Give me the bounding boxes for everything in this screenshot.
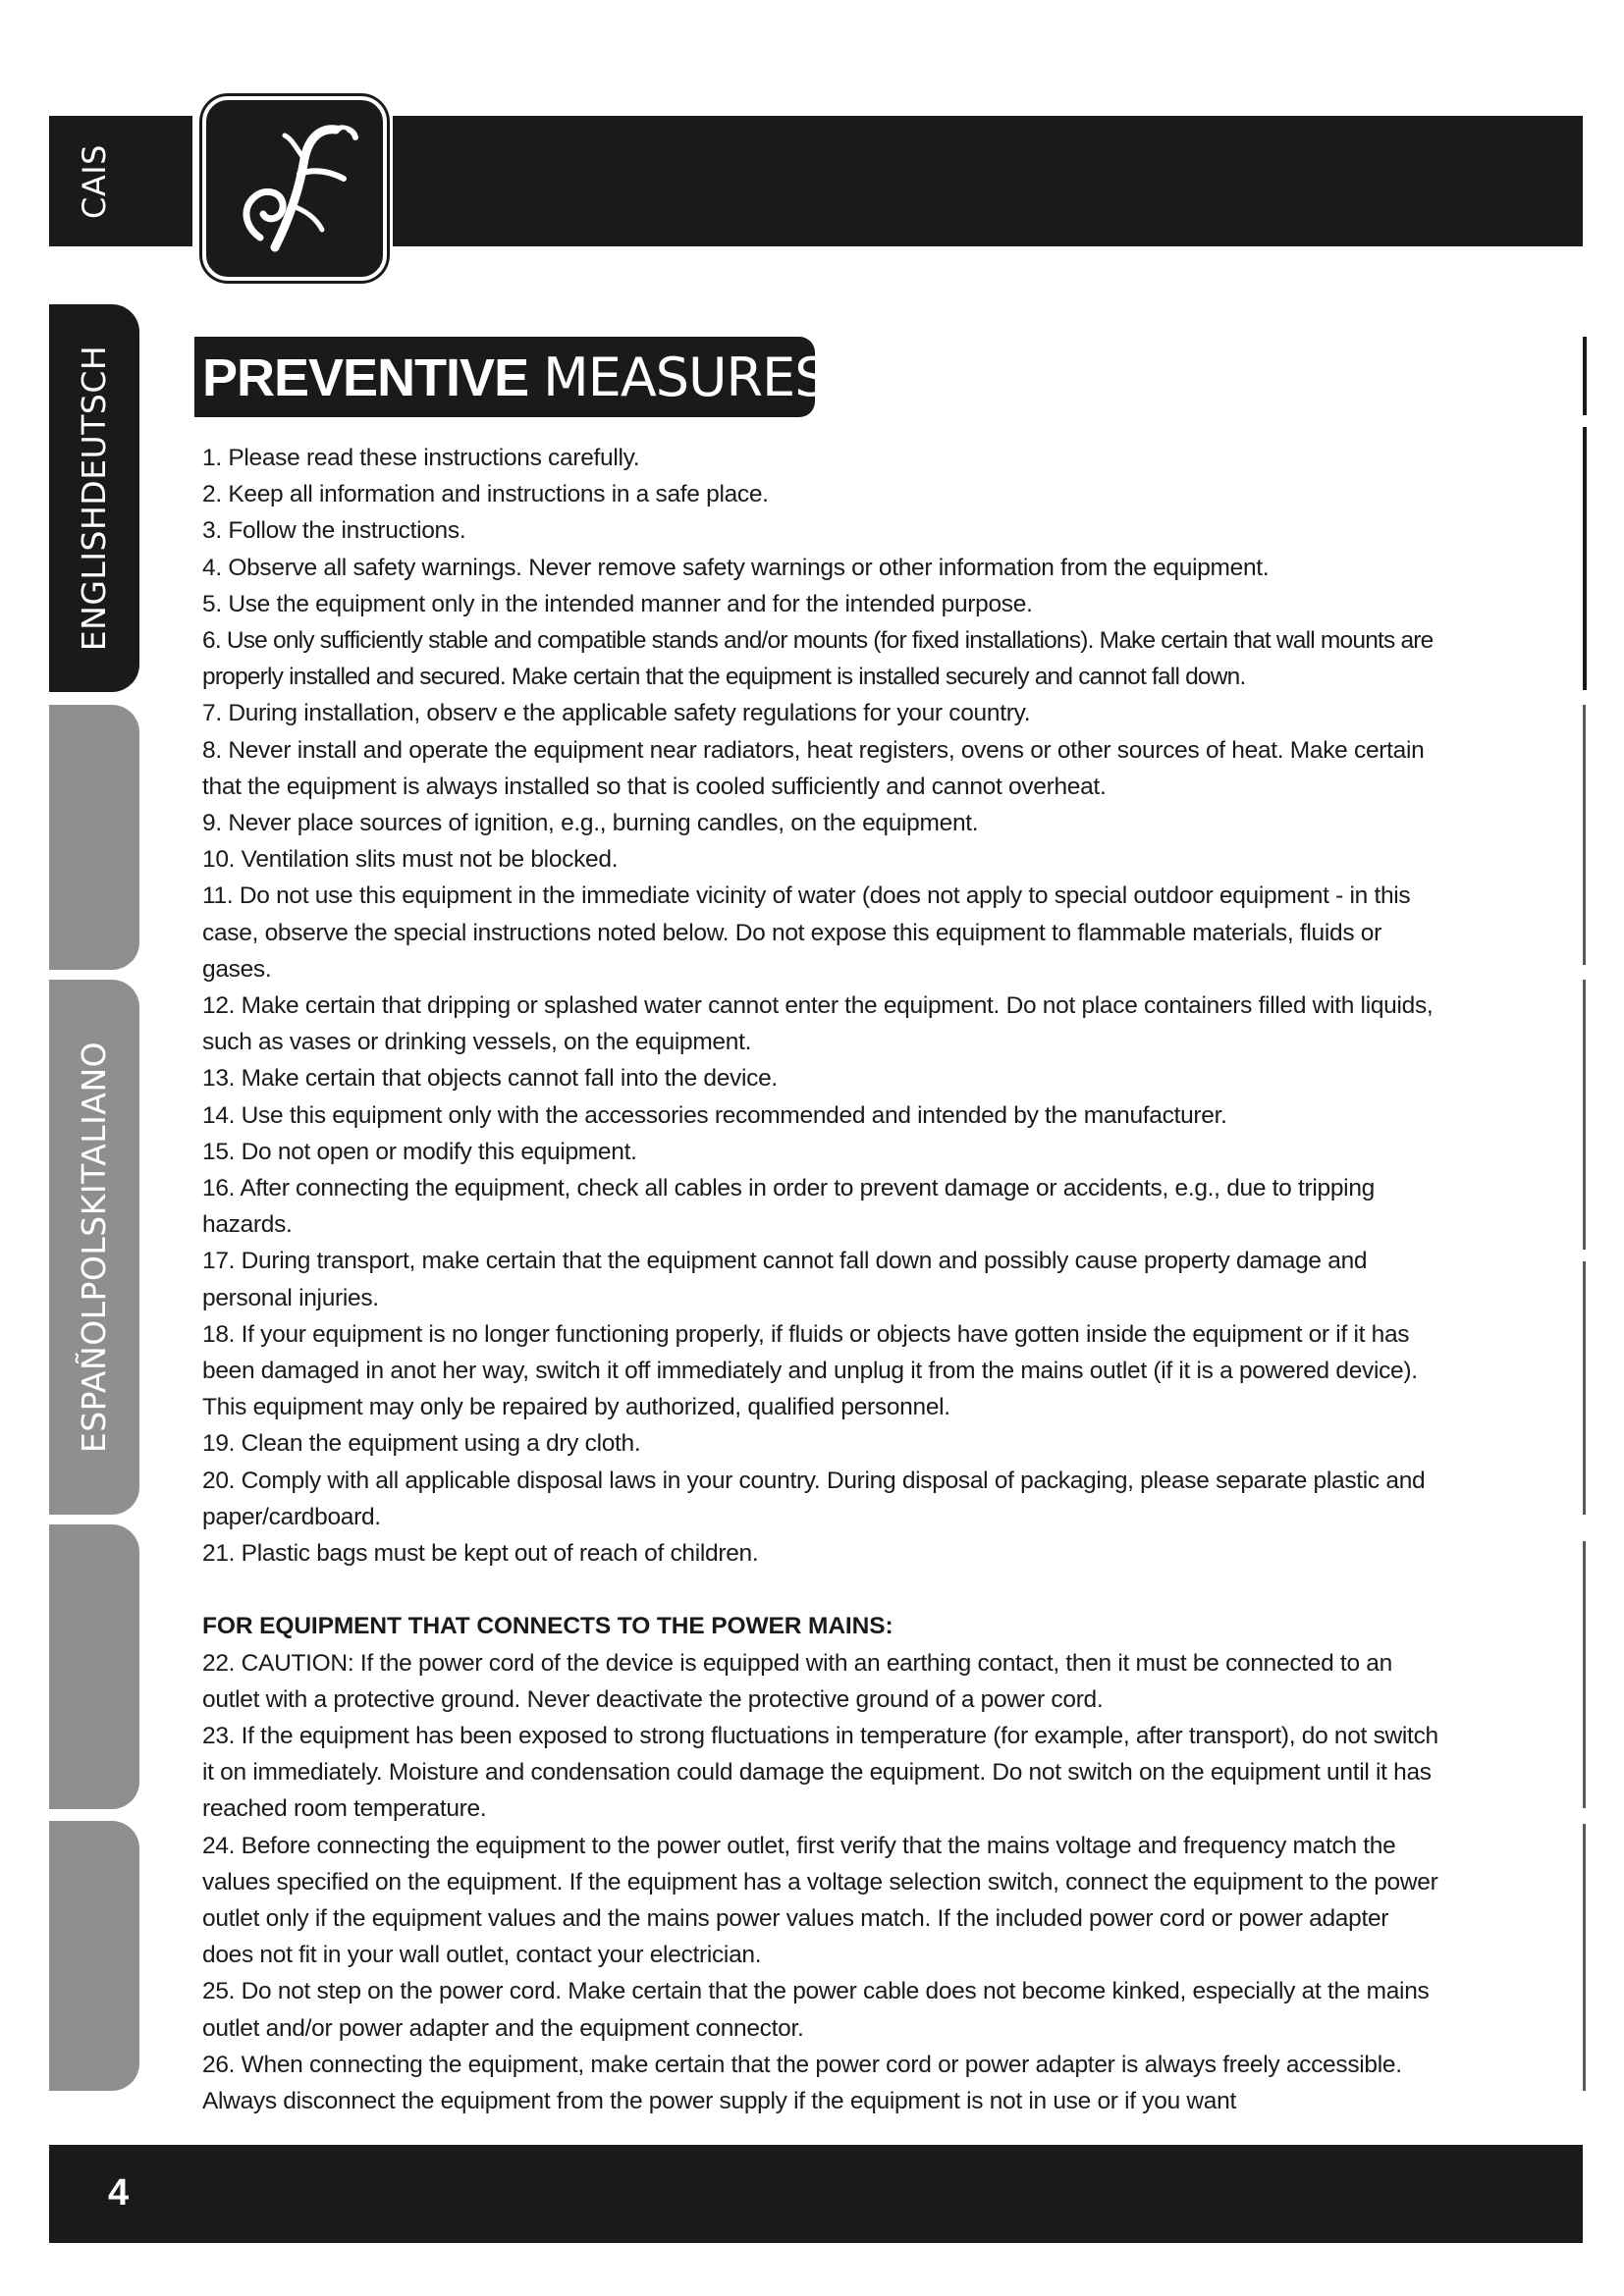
list-item: 12. Make certain that dripping or splashed water cannot enter the equipment. Do not place containers filled with liquids, such as vases or drinking vessels, on the equipment. xyxy=(202,992,1434,1056)
list-item: 22. CAUTION: If the power cord of the device is equipped with an earthing contact, then it must be connected to an outlet with a protective ground. Never deactivate the protective ground of a power cord. xyxy=(202,1649,1392,1713)
list-item: 9. Never place sources of ignition, e.g., burning candles, on the equipment. xyxy=(202,810,979,837)
tab-english-deutsch[interactable] xyxy=(49,304,139,692)
margin-rule xyxy=(1583,1824,1586,2091)
list-item: 23. If the equipment has been exposed to strong fluctuations in temperature (for example, after transport), do not switch it on immediately. Moisture and condensation could damage the equipment. Do not switch on the equipment until it has reached room temperature. xyxy=(202,1722,1438,1823)
list-item: 16. After connecting the equipment, check all cables in order to prevent damage or accidents, e.g., due to tripping hazards. xyxy=(202,1175,1375,1239)
language-tab-top[interactable] xyxy=(49,116,139,246)
list-item: 5. Use the equipment only in the intended manner and for the intended purpose. xyxy=(202,590,1033,617)
list-item: 10. Ventilation slits must not be blocked. xyxy=(202,846,619,874)
list-item: 3. Follow the instructions. xyxy=(202,517,466,545)
header-bar xyxy=(393,116,1583,246)
list-item: 26. When connecting the equipment, make certain that the power cord or power adapter is always freely accessible. Always disconnect the equipment from the power supply if the equipment is not in use or if you want xyxy=(202,2051,1402,2114)
page-number: 4 xyxy=(108,2172,130,2214)
tab-language-blank-3[interactable] xyxy=(49,1821,139,2091)
page-title xyxy=(202,344,844,412)
list-item: 7. During installation, observ e the applicable safety regulations for your country. xyxy=(202,700,1031,727)
footer-bar xyxy=(49,2145,1583,2243)
instructions-list xyxy=(202,440,1441,2119)
list-item: 4. Observe all safety warnings. Never remove safety warnings or other information from the equipment. xyxy=(202,554,1270,581)
list-item: 13. Make certain that objects cannot fall into the device. xyxy=(202,1065,778,1093)
list-item: 24. Before connecting the equipment to the power outlet, first verify that the mains voltage and frequency match the values specified on the equipment. If the equipment has a voltage selection switch, connect the equipment to the power outlet only if the equipment values and the mains power values match. If the included power cord or power adapter does not fit in your wall outlet, contact your electrician. xyxy=(202,1832,1438,1969)
list-item: 1. Please read these instructions carefully. xyxy=(202,445,640,471)
margin-rule xyxy=(1583,427,1587,690)
margin-rule xyxy=(1583,980,1586,1250)
page-title-bold: PREVENTIVE xyxy=(202,348,529,407)
brand-logo xyxy=(202,96,387,281)
margin-rule xyxy=(1583,705,1586,965)
lizard-logo-icon xyxy=(206,100,383,277)
list-item: 21. Plastic bags must be kept out of reach of children. xyxy=(202,1540,759,1568)
tab-english-deutsch-label: ENGLISHDEUTSCH xyxy=(75,345,114,652)
list-item: 14. Use this equipment only with the accessories recommended and intended by the manufacturer. xyxy=(202,1101,1227,1129)
list-item: 19. Clean the equipment using a dry cloth. xyxy=(202,1430,641,1458)
list-item: 11. Do not use this equipment in the immediate vicinity of water (does not apply to special outdoor equipment - in this case, observe the special instructions noted below. Do not expose this equipment to flammable materials, fluids or gases. xyxy=(202,882,1411,983)
margin-rule xyxy=(1583,337,1587,415)
list-item: 6. Use only sufficiently stable and compatible stands and/or mounts (for fixed installations). Make certain that wall mounts are properly installed and secured. Make certain that the equipment is installed securely and cannot fall down. xyxy=(202,627,1434,691)
list-item: 8. Never install and operate the equipment near radiators, heat registers, ovens or other sources of heat. Make certain that the equipment is always installed so that is cooled sufficiently and cannot overheat. xyxy=(202,736,1425,800)
list-item: 2. Keep all information and instructions in a safe place. xyxy=(202,481,769,508)
list-item: 20. Comply with all applicable disposal laws in your country. During disposal of packaging, please separate plastic and paper/cardboard. xyxy=(202,1467,1426,1530)
tab-language-blank-1[interactable] xyxy=(49,705,139,970)
tab-espanol-label: ESPAÑOLPOLSKITALIANO xyxy=(75,1041,114,1454)
list-item: 25. Do not step on the power cord. Make certain that the power cable does not become kinked, especially at the mains outlet and/or power adapter and the equipment connector. xyxy=(202,1978,1430,2042)
tab-language-blank-2[interactable] xyxy=(49,1524,139,1809)
margin-rule xyxy=(1583,1541,1586,1808)
page-title-light: MEASURES: xyxy=(543,347,844,408)
corner-label-text: CAIS xyxy=(75,143,113,219)
tab-espanol-polski-italiano[interactable] xyxy=(49,980,139,1515)
list-item: 15. Do not open or modify this equipment. xyxy=(202,1138,637,1165)
mains-section-heading: FOR EQUIPMENT THAT CONNECTS TO THE POWER MAINS: xyxy=(202,1613,893,1640)
margin-rule xyxy=(1583,1261,1586,1515)
list-item: 18. If your equipment is no longer functioning properly, if fluids or objects have gotten inside the equipment or if it has been damaged in anot her way, switch it off immediately and unplug it from the mains outlet (if it is a powered device). This equipment may only be repaired by authorized, qualified personnel. xyxy=(202,1320,1418,1421)
list-item: 17. During transport, make certain that the equipment cannot fall down and possibly cause property damage and personal injuries. xyxy=(202,1248,1368,1311)
